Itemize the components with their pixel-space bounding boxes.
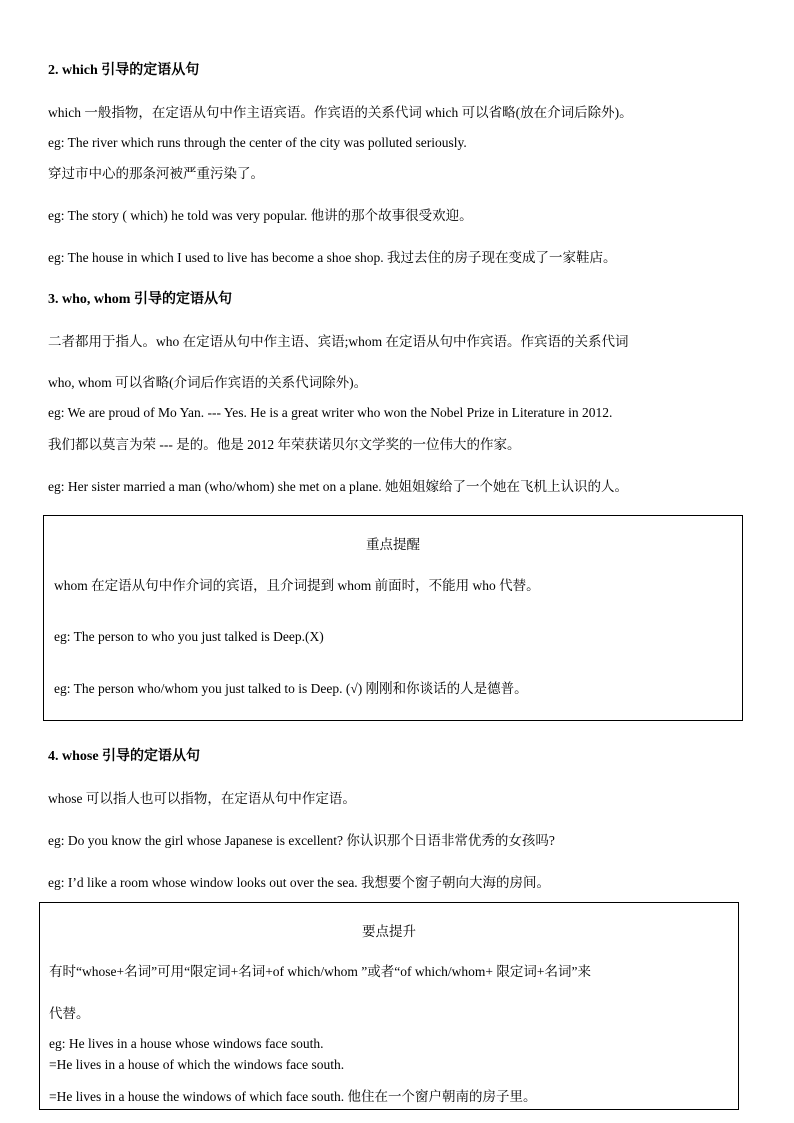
section-2-example-1-en: eg: The river which runs through the center of the city was polluted seriously.	[48, 135, 467, 150]
reminder-box	[43, 515, 743, 721]
reminder-box-note: whom 在定语从句中作介词的宾语，且介词提到 whom 前面时，不能用 who 代替。	[54, 578, 540, 593]
section-4-example-1: eg: Do you know the girl whose Japanese is excellent? 你认识那个日语非常优秀的女孩吗?	[48, 833, 555, 848]
section-3-intro-line-2: who, whom 可以省略(介词后作宾语的关系代词除外)。	[48, 375, 368, 390]
section-2-heading: 2. which 引导的定语从句	[48, 63, 200, 78]
key-points-box-example-3: =He lives in a house the windows of which face south. 他住在一个窗户朝南的房子里。	[49, 1089, 537, 1104]
key-points-box-note-line-2: 代替。	[49, 1006, 90, 1021]
section-4-heading: 4. whose 引导的定语从句	[48, 749, 201, 764]
section-2-example-1-zh: 穿过市中心的那条河被严重污染了。	[48, 166, 264, 181]
section-2-intro: which 一般指物，在定语从句中作主语宾语。作宾语的关系代词 which 可以省略(放在介词后除外)。	[48, 105, 633, 120]
section-4-intro: whose 可以指人也可以指物，在定语从句中作定语。	[48, 791, 356, 806]
section-4-example-2: eg: I’d like a room whose window looks out over the sea. 我想要个窗子朝向大海的房间。	[48, 875, 551, 890]
section-3-example-1-zh: 我们都以莫言为荣 --- 是的。他是 2012 年荣获诺贝尔文学奖的一位伟大的作家。	[48, 437, 521, 452]
reminder-box-wrong-example: eg: The person to who you just talked is Deep.(X)	[54, 629, 324, 644]
key-points-box-example-1: eg: He lives in a house whose windows face south.	[49, 1036, 324, 1051]
section-3-heading: 3. who, whom 引导的定语从句	[48, 292, 232, 307]
reminder-box-correct-example: eg: The person who/whom you just talked to is Deep. (√) 刚刚和你谈话的人是德普。	[54, 681, 528, 696]
key-points-box-title: 要点提升	[362, 924, 416, 939]
key-points-box-note-line-1: 有时“whose+名词”可用“限定词+名词+of which/whom ”或者“of which/whom+ 限定词+名词”来	[49, 964, 591, 979]
section-3-example-1-en: eg: We are proud of Mo Yan. --- Yes. He is a great writer who won the Nobel Prize in Literature in 2012.	[48, 405, 613, 420]
reminder-box-title: 重点提醒	[366, 537, 420, 552]
section-2-example-2: eg: The story ( which) he told was very popular. 他讲的那个故事很受欢迎。	[48, 208, 473, 223]
section-2-example-3: eg: The house in which I used to live has become a shoe shop. 我过去住的房子现在变成了一家鞋店。	[48, 250, 617, 265]
section-3-example-2: eg: Her sister married a man (who/whom) she met on a plane. 她姐姐嫁给了一个她在飞机上认识的人。	[48, 479, 629, 494]
key-points-box-example-2: =He lives in a house of which the windows face south.	[49, 1057, 345, 1072]
key-points-box	[39, 902, 739, 1110]
section-3-intro-line-1: 二者都用于指人。who 在定语从句中作主语、宾语;whom 在定语从句中作宾语。作宾语的关系代词	[48, 334, 629, 349]
